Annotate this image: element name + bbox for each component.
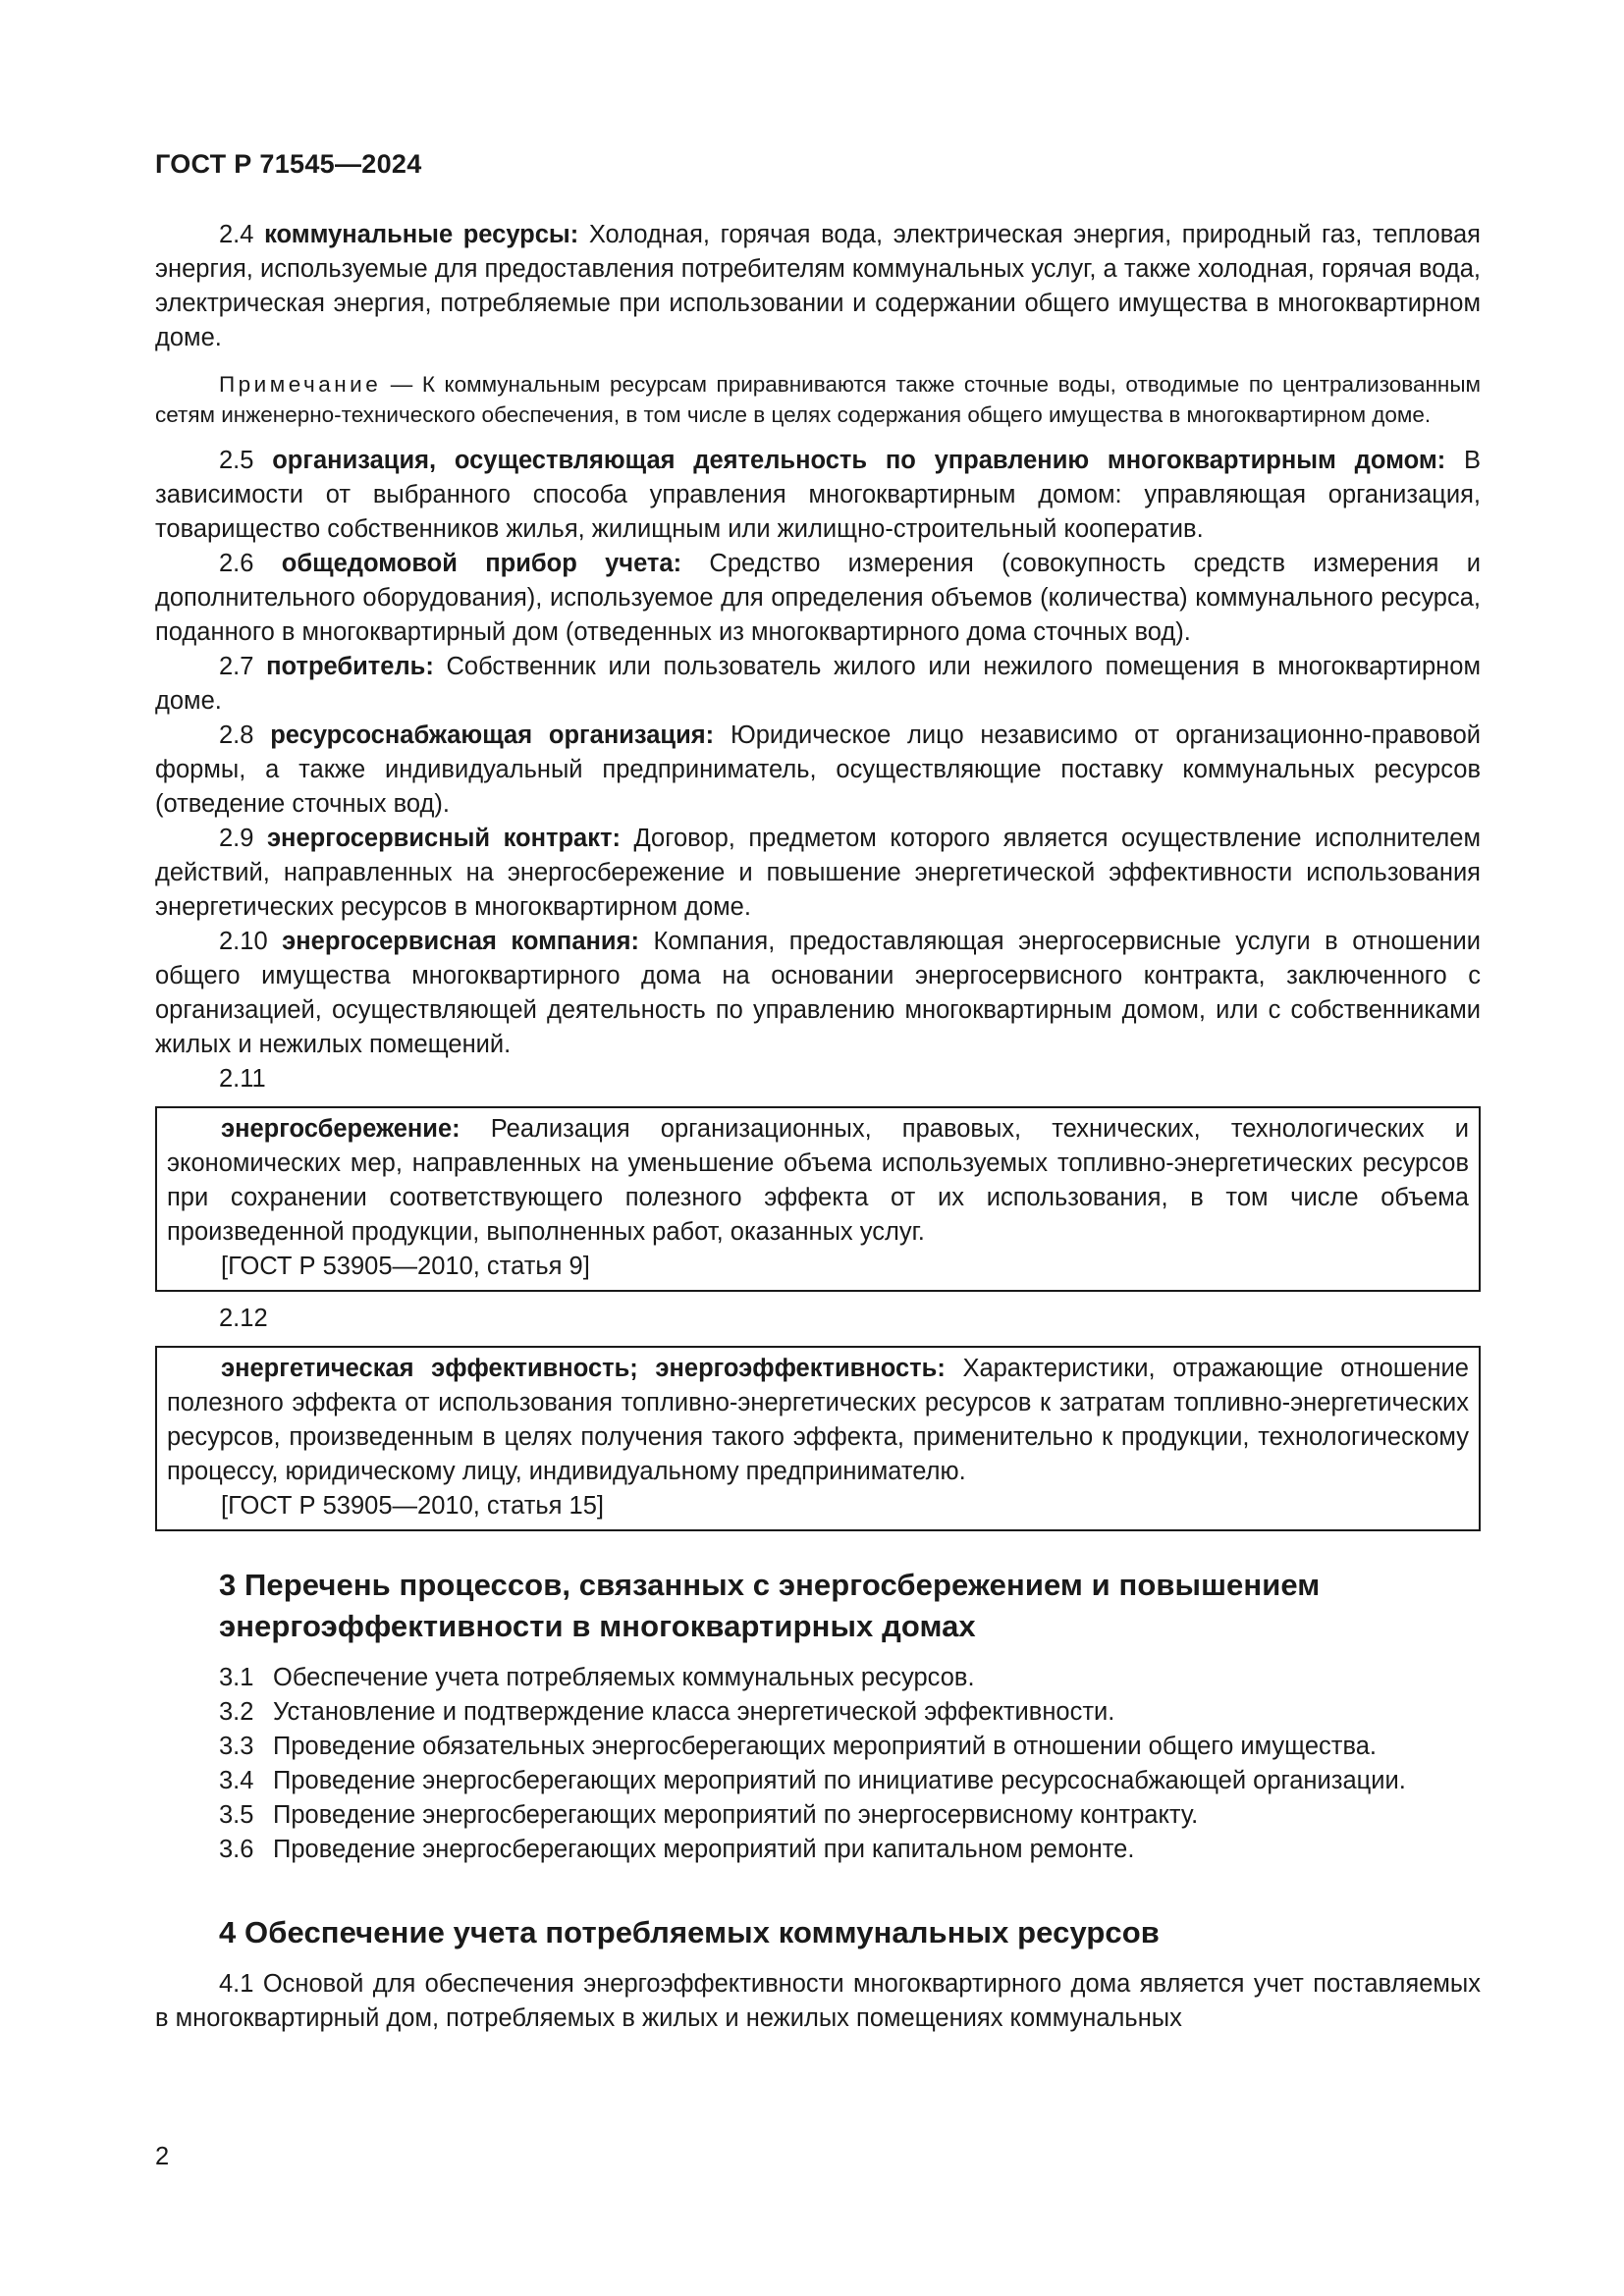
term-number: 2.5 <box>219 447 254 474</box>
term-paragraph <box>155 218 1481 355</box>
list-item-number: 3.3 <box>219 1733 254 1760</box>
term-definition: Холодная, горячая вода, электрическая энергия, природный газ, тепловая энергия, используемые для предоставления потребителям коммунальных услуг, а также холодная, горячая вода, электрическая энергия, потребляемые при использовании и содержании общего имущества в многоквартирном доме. <box>155 221 1481 351</box>
list-item <box>155 1730 1481 1764</box>
term-paragraph <box>155 925 1481 1062</box>
term-number: 2.8 <box>219 721 254 749</box>
term-title: коммунальные ресурсы: <box>264 221 579 248</box>
list-item-number: 3.1 <box>219 1664 254 1691</box>
list-item-number: 3.2 <box>219 1698 254 1726</box>
term-definition: Юридическое лицо независимо от организационно-правовой формы, а также индивидуальный предприниматель, осуществляющие поставку коммунальных ресурсов (отведение сточных вод). <box>155 721 1482 818</box>
term-title: энергетическая эффективность; энергоэффективность: <box>221 1355 946 1382</box>
section-4-heading: 4 Обеспечение учета потребляемых коммунальных ресурсов <box>219 1915 1160 1949</box>
list-item <box>155 1833 1481 1867</box>
term-definition: В зависимости от выбранного способа управления многоквартирным домом: управляющая организация, товарищество собственников жилья, жилищным или жилищно-строительный кооператив. <box>155 447 1481 543</box>
paragraph-number: 4.1 <box>219 1970 254 1998</box>
list-item-number: 3.4 <box>219 1767 254 1794</box>
list-item-text: Проведение энергосберегающих мероприятий по инициативе ресурсоснабжающей организации. <box>273 1767 1406 1794</box>
term-number: 2.7 <box>219 653 254 680</box>
list-item-text: Проведение энергосберегающих мероприятий по энергосервисному контракту. <box>273 1801 1199 1829</box>
term-paragraph <box>155 444 1481 547</box>
boxed-term-frame <box>155 1106 1481 1292</box>
term-title: энергосервисный контракт: <box>266 825 621 852</box>
term-paragraph <box>155 719 1481 822</box>
list-item-text: Обеспечение учета потребляемых коммунальных ресурсов. <box>273 1664 975 1691</box>
term-title: организация, осуществляющая деятельность по управлению многоквартирным домом: <box>272 447 1446 474</box>
term-paragraph <box>155 547 1481 650</box>
term-title: общедомовой прибор учета: <box>281 550 682 577</box>
list-item-text: Проведение энергосберегающих мероприятий при капитальном ремонте. <box>273 1836 1135 1863</box>
document-header: ГОСТ Р 71545—2024 <box>155 149 422 179</box>
boxed-term-frame <box>155 1346 1481 1531</box>
document-body <box>155 218 1481 2036</box>
list-item-text: Проведение обязательных энергосберегающих мероприятий в отношении общего имущества. <box>273 1733 1377 1760</box>
list-item <box>155 1695 1481 1730</box>
list-item <box>155 1798 1481 1833</box>
term-definition: Реализация организационных, правовых, технических, технологических и экономических мер, направленных на уменьшение объема используемых топливно-энергетических ресурсов при сохранении соответствующего полезного эффекта от их использования, в том числе объема произведенной продукции, выполненных работ, оказанных услуг. <box>167 1115 1469 1246</box>
boxed-term-paragraph <box>167 1352 1469 1489</box>
section-3-heading: 3 Перечень процессов, связанных с энергосбережением и повышением энергоэффективности в многоквартирных домах <box>219 1568 1321 1643</box>
list-item-number: 3.5 <box>219 1801 254 1829</box>
boxed-term-number: 2.11 <box>219 1065 266 1093</box>
note-label: Примечание <box>219 372 382 397</box>
term-definition: Характеристики, отражающие отношение полезного эффекта от использования топливно-энергетических ресурсов к затратам топливно-энергетических ресурсов, произведенным в целях получения такого эффекта, применительно к продукции, технологическому процессу, юридическому лицу, индивидуальному предпринимателю. <box>167 1355 1469 1485</box>
boxed-term-number: 2.12 <box>219 1305 268 1332</box>
list-item <box>155 1764 1481 1798</box>
term-source: [ГОСТ Р 53905—2010, статья 9] <box>221 1253 590 1280</box>
page-number: 2 <box>155 2143 170 2170</box>
term-paragraph <box>155 822 1481 925</box>
term-definition: Средство измерения (совокупность средств измерения и дополнительного оборудования), используемое для определения объемов (количества) коммунального ресурса, поданного в многоквартирный дом (отведенных из многоквартирного дома сточных вод). <box>155 550 1481 646</box>
note-paragraph <box>155 369 1481 430</box>
term-number: 2.6 <box>219 550 254 577</box>
body-paragraph <box>155 1967 1481 2036</box>
note-text: — К коммунальным ресурсам приравниваются также сточные воды, отводимые по централизованным сетям инженерно-технического обеспечения, в том числе в целях содержания общего имущества в многоквартирном доме. <box>155 372 1481 427</box>
term-title: потребитель: <box>266 653 434 680</box>
term-definition: Договор, предметом которого является осуществление исполнителем действий, направленных на энергосбережение и повышение энергетической эффективности использования энергетических ресурсов в многоквартирном доме. <box>155 825 1481 921</box>
term-definition: Компания, предоставляющая энергосервисные услуги в отношении общего имущества многоквартирного дома на основании энергосервисного контракта, заключенного с организацией, осуществляющей деятельность по управлению многоквартирным домом, или с собственниками жилых и нежилых помещений. <box>155 928 1481 1058</box>
term-definition: Собственник или пользователь жилого или нежилого помещения в многоквартирном доме. <box>155 653 1481 715</box>
list-item-number: 3.6 <box>219 1836 254 1863</box>
paragraph-text: Основой для обеспечения энергоэффективности многоквартирного дома является учет поставляемых в многоквартирный дом, потребляемых в жилых и нежилых помещениях коммунальных <box>155 1970 1481 2032</box>
term-source: [ГОСТ Р 53905—2010, статья 15] <box>221 1492 604 1520</box>
term-paragraph <box>155 650 1481 719</box>
list-item <box>155 1661 1481 1695</box>
boxed-term-paragraph <box>167 1112 1469 1250</box>
term-title: энергосервисная компания: <box>282 928 639 955</box>
term-title: ресурсоснабжающая организация: <box>270 721 715 749</box>
term-title: энергосбережение: <box>221 1115 460 1143</box>
term-number: 2.4 <box>219 221 254 248</box>
term-number: 2.9 <box>219 825 254 852</box>
list-item-text: Установление и подтверждение класса энергетической эффективности. <box>273 1698 1115 1726</box>
term-number: 2.10 <box>219 928 268 955</box>
